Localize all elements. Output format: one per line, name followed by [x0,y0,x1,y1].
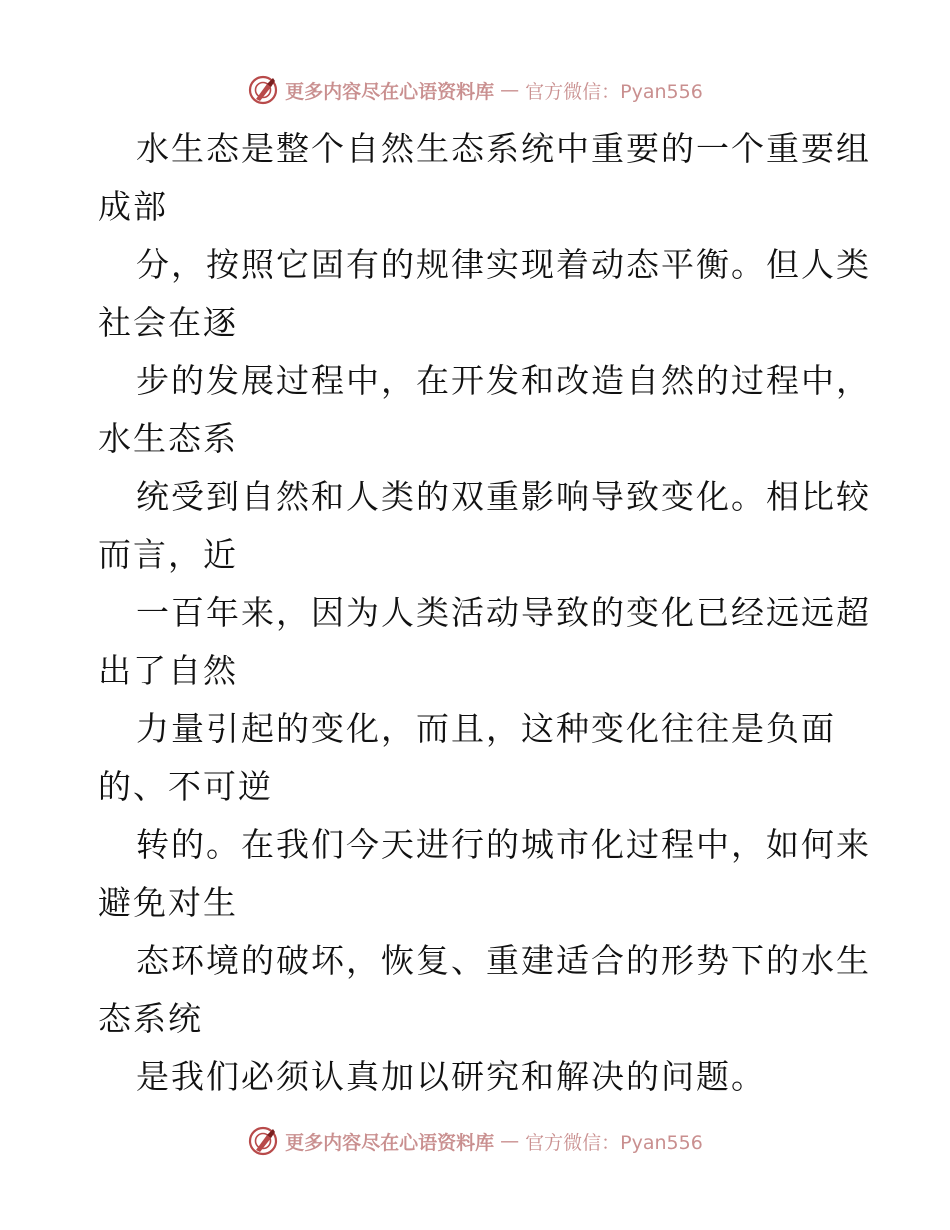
body-line: 态系统 [98,999,203,1038]
watermark-contact: 官方微信：Pyan556 [525,80,703,103]
body-line: 转的。在我们今天进行的城市化过程中，如何来 [136,825,871,864]
body-line: 而言，近 [98,535,238,574]
body-line: 统受到自然和人类的双重影响导致变化。相比较 [136,477,871,516]
footer-watermark [0,1123,950,1159]
document-body [98,120,871,1106]
body-line: 力量引起的变化，而且，这种变化往往是负面 [136,709,836,748]
watermark-text: 更多内容尽在心语资料库 [285,1131,495,1154]
body-line: 一百年来，因为人类活动导致的变化已经远远超 [136,593,871,632]
body-line: 成部 [98,187,168,226]
body-line: 避免对生 [98,883,238,922]
body-line: 水生态系 [98,419,238,458]
body-line: 态环境的破坏，恢复、重建适合的形势下的水生 [136,941,871,980]
watermark-separator: — [500,79,520,101]
watermark-separator: — [500,1130,520,1152]
body-line: 社会在逐 [98,303,238,342]
watermark-text: 更多内容尽在心语资料库 [285,80,495,103]
watermark-contact: 官方微信：Pyan556 [525,1131,703,1154]
body-line: 的、不可逆 [98,767,273,806]
body-line: 水生态是整个自然生态系统中重要的一个重要组 [136,129,871,168]
body-line: 分，按照它固有的规律实现着动态平衡。但人类 [136,245,871,284]
body-line: 出了自然 [98,651,238,690]
pen-logo-icon [247,1125,279,1157]
body-line: 是我们必须认真加以研究和解决的问题。 [136,1057,766,1096]
pen-logo-icon [247,74,279,106]
body-line: 步的发展过程中，在开发和改造自然的过程中， [136,361,871,400]
header-watermark [0,72,950,108]
